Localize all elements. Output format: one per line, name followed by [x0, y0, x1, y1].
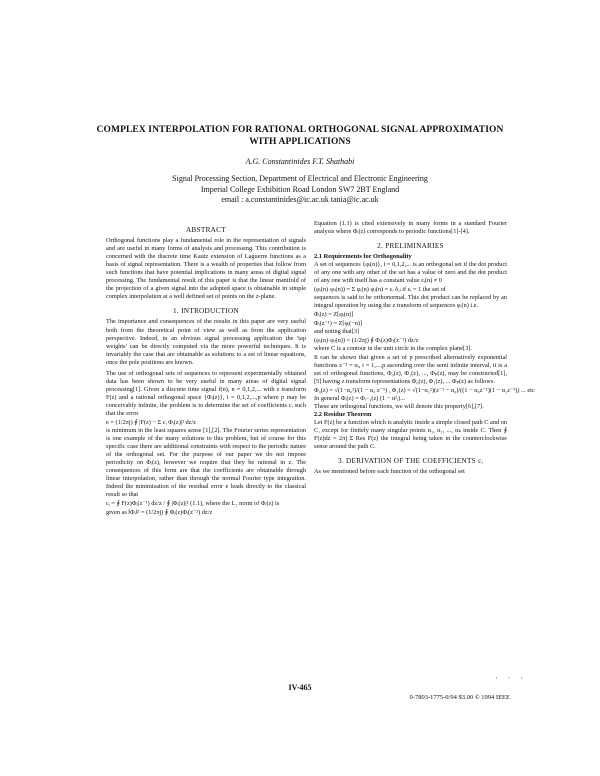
right-paragraph-7: In general Φᵢ(z) = Φᵢ₋₁(z) (1 − α²ᵢ)...: [314, 394, 405, 402]
abstract-heading: ABSTRACT: [186, 226, 226, 234]
integral-dot-product-equation: (φᵢ(n)·φⱼ(n)) = (1/2πj) ∮ Φᵢ(z)Φⱼ(z⁻¹) dz/z: [314, 337, 419, 345]
preliminaries-heading: 2. PRELIMINARIES: [377, 242, 444, 251]
right-paragraph-6: It can be shown that given a set of p prescribed alternatively exponential functions z⁻¹ = αᵢ, i = 1,...,p ascending over the semi infinite interval, it is a set of orthogonal functions, Φ₀(z), Φ₁(z), ..., Φₚ(z), may be constructed[1],[5] having z transform representations Φ₀(z), Φ₁(z), ... Φₚ(z) as follows.: [314, 353, 507, 385]
right-paragraph-8: These are orthogonal functions, we will denote this property[6],[7].: [314, 402, 484, 410]
page-number: IV-465: [288, 683, 312, 692]
affiliation-line-1: Signal Processing Section, Department of Electrical and Electronic Engineering: [172, 174, 428, 183]
right-paragraph-5: where C is a contour in the unit circle in the complex plane[3].: [314, 345, 472, 353]
abstract-text: Orthogonal functions play a fundamental role in the representation of signals and are useful in many forms of analysis and processing. This contribution is concerned with the discrete time Kautz extension of Laguerre functions as a basis of signal representation. There is a wealth of properties that follow from such functions that have potential implications in many areas of digital signal processing. The fundamental result of this paper is that the linear manifold of the projection of a given signal into the adopted space is obtainable in simple complex interpolation at a well defined set of points on the z-plane.: [106, 237, 306, 301]
subsection-2-2-heading: 2.2 Residue Theorem: [314, 410, 372, 418]
right-column: [314, 220, 535, 476]
left-column: [106, 220, 306, 517]
intro-paragraph-2: The use of orthogonal sets of sequences to represent experimentally obtained data has been shown to be very useful in many areas of digital signal processing[1]. Given a discrete time signal f(n), n = 0,1,2,... with z transform F(z) and a rational orthogonal space {Φᵢ(z)}, i = 0,1,2,...,p where p may be conceivably infinite, the problem is to determine the set of coefficients cᵢ such that the error: [106, 369, 306, 417]
paper-title: [80, 124, 520, 148]
derivation-heading: 3. DERIVATION OF THE COEFFICIENTS cᵢ: [337, 457, 484, 466]
intro-paragraph-1: The importance and consequences of the results in this paper are very useful both from the theoretical point of view as well as from the application perspective. Indeed, in an obvious signal processing application the 'tap weights' can be directly computed via the more powerful techniques. It is invariably the case that are obtainable as solutions to a set of linear equations, once the pole positions are known.: [106, 318, 306, 366]
dot-product-equation: (φᵢ(n)·φⱼ(n)) = Σ φᵢ(n) φⱼ(n) = εᵢ δᵢⱼ if εᵢ = 1 the set of: [314, 286, 446, 294]
copyright-footer: 0-7803-1775-0/94 $3.00 © 1994 IEEE: [409, 694, 510, 701]
author-list: A.G. Constantinides F.T. Shathabi: [245, 157, 355, 166]
error-equation: e = (1/2πj) ∮ |F(z) − Σ cᵢ Φᵢ(z)|² dz/z: [106, 419, 197, 427]
z-transform-equation-1: Φᵢ(z) = Z[φᵢ(n)]: [314, 311, 354, 319]
coefficient-equation: cᵢ = ∮ F(z)Φᵢ(z⁻¹) dz/z / ∮ |Φᵢ(z)|² (1.1), where the L₂ norm of Φᵢ(z) is: [106, 500, 280, 508]
intro-paragraph-3: is minimum in the least squares sense [1],[2]. The Fourier series representation is one example of the many solutions to this problem, but of course for this specific case there are additional constraints with respect to the periodic nature of the orthogonal set. For the purpose of our paper we do not impose periodicity on Φᵢ(z), however we require that they be rational in z. The consequences of this form are that the coefficients are obtainable through linear interpolation, rather than through the normal Fourier type integration. Indeed the minimisation of the residual error e leads directly to the classical result so that: [106, 427, 306, 499]
title-line-1: COMPLEX INTERPOLATION FOR RATIONAL ORTHOGONAL SIGNAL APPROXIMATION: [96, 125, 504, 135]
title-line-2: WITH APPLICATIONS: [249, 137, 351, 147]
scan-marks: · · ·: [495, 674, 527, 683]
norm-equation: given as ‖Φᵢ‖² = (1/2πj) ∮ Φᵢ(z)Φᵢ(z⁻¹) dz/z: [106, 509, 213, 517]
z-transform-equation-2: Φᵢ(z⁻¹) = Z[φᵢ(−n)]: [314, 320, 363, 328]
right-paragraph-1: Equation (1.1) is cited extensively in many forms in a standard Fourier analysis where Φᵢ(z) corresponds to periodic functions[1]-[4].: [314, 220, 507, 236]
affiliation-email: email : a.constantinides@ic.ac.uk tania@ic.ac.uk: [221, 195, 379, 204]
subsection-2-1-heading: 2.1 Requirements for Orthogonality: [314, 253, 412, 261]
introduction-heading: 1. INTRODUCTION: [173, 307, 239, 316]
affiliation-line-2: Imperial College Exhibition Road London SW7 2BT England: [200, 184, 400, 194]
right-paragraph-4: and noting that[3]: [314, 328, 360, 336]
right-paragraph-3: sequences is said to be orthonormal. This dot product can be replaced by an integral operation by using the z transform of sequences φᵢ(n) i.e.: [314, 294, 507, 310]
right-paragraph-2: A set of sequences {φᵢ(n)}, i = 0,1,2,... is an orthogonal set if the dot product of any one with any other of the set has a value of zero and the dot product of any one with itself has a constant value εᵢ(n) ≠ 0: [314, 261, 507, 285]
affiliation-block: [90, 174, 510, 206]
right-paragraph-10: As we mentioned before each function of the orthogonal set: [314, 468, 465, 476]
right-paragraph-9: Let F(z) be a function which is analytic inside a simple closed path C and on C, except for finitely many singular points α₁, α₂, ..., αₖ inside C. Then ∮ F(z)dz = 2πj Σ Res F(z) the integral being taken in the counterclockwise sense around the path C.: [314, 418, 507, 450]
basis-function-equation: Φ₀(z) = √(1−α₀²)/(1 − α₀ z⁻¹) , Φ₁(z) = √(1−α₁²)(z⁻¹ − α₀)/((1 − α₀z⁻¹)(1 − α₁z⁻¹)) ... etc: [314, 386, 535, 394]
